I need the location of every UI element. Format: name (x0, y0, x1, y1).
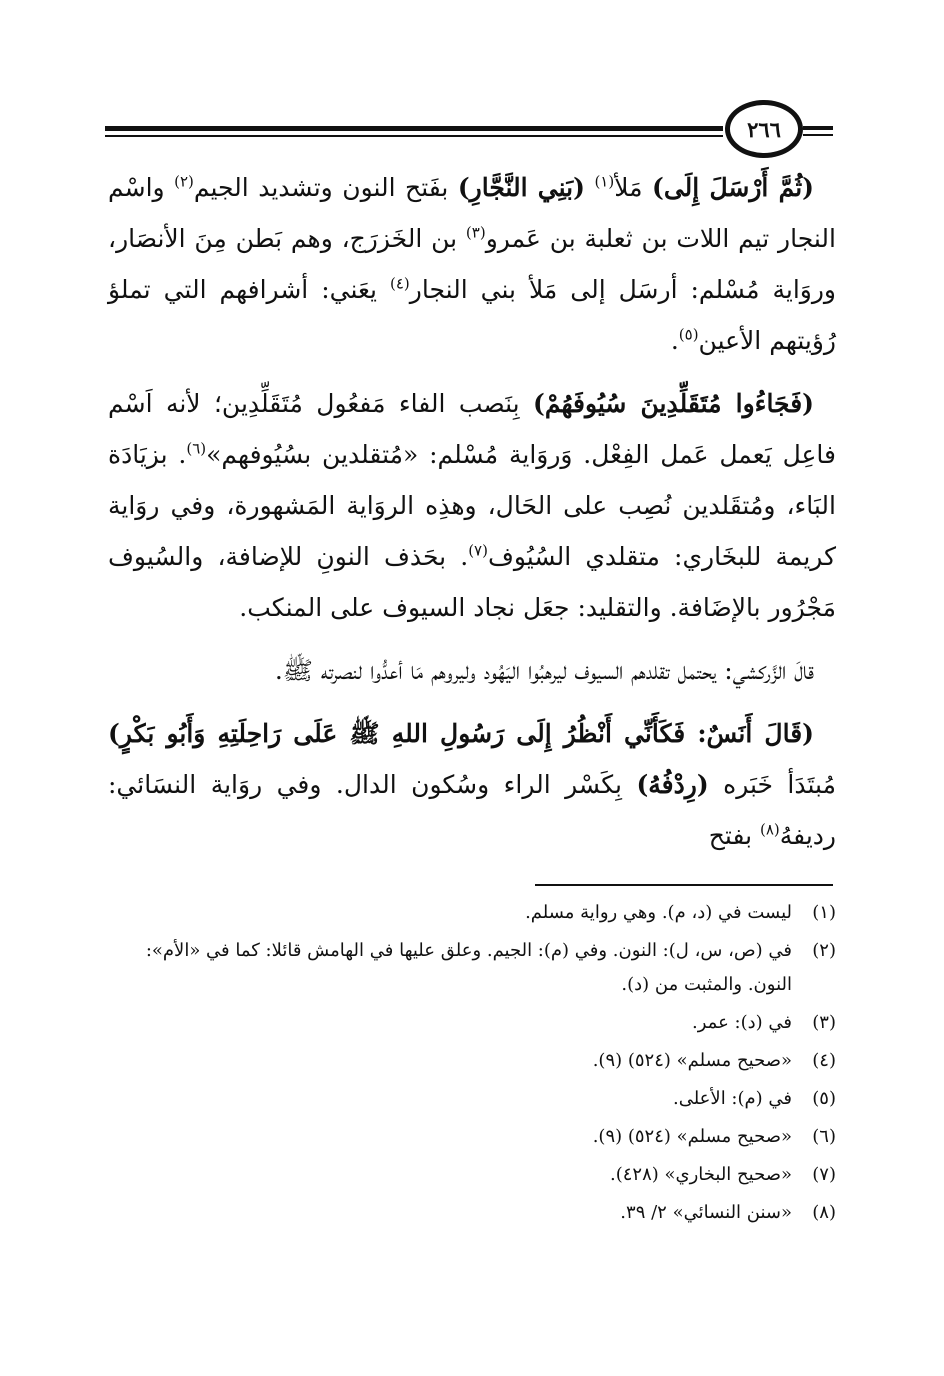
paragraph (108, 162, 836, 366)
footnote-text: في (ص، س، ل): النون. وفي (م): الجيم. وعلق عليها في الهامش قائلا: كما في «الأم»: النون. والمثبت من (د). (145, 940, 792, 995)
footnote-ref: (١) (594, 172, 615, 191)
footnote-ref: (٦) (186, 439, 207, 458)
paragraph (108, 708, 836, 861)
hadith-phrase: (قَالَ أَنَسٌ: فَكَأَنِّي أَنْظُرُ إِلَى رَسُولِ اللهِ ﷺ عَلَى رَاحِلَتِهِ وَأَبُو بَكْرٍ) (108, 719, 814, 748)
footnote-number: (٤) (812, 1050, 836, 1071)
footnote-text: في (د): عمر. (692, 1012, 792, 1033)
commentary-text: بِنَصب الفاء مَفعُول مُتَقَلِّدِين؛ لأنه اَسْم فاعِل يَعمل عَمل الفِعْل. وَروَاية مُسْلم: «مُتقلدين بسُيُوفهم» (108, 389, 837, 469)
footnote-text: «سنن النسائي» ٢/ ٣٩. (620, 1202, 792, 1223)
header-rule-right-thick (803, 126, 833, 130)
main-text (108, 162, 836, 873)
hadith-phrase: (فَجَاءُوا مُتَقَلِّدِينَ سُيُوفَهُمْ) (533, 389, 814, 418)
commentary-text: بفتح (708, 821, 760, 850)
footnote-ref: (٧) (468, 541, 488, 560)
footnote (108, 1158, 836, 1192)
footnote-ref: (٢) (174, 172, 194, 191)
footnote-text: ليست في (د، م). وهي رواية مسلم. (525, 902, 792, 923)
page-header (105, 100, 833, 160)
footnote-number: (٣) (812, 1012, 836, 1033)
page-number: ٢٦٦ (725, 100, 803, 158)
footnote-number: (١) (812, 902, 836, 923)
footnote-number: (٧) (812, 1164, 836, 1185)
paragraph (108, 378, 836, 633)
header-rule-thick (105, 126, 723, 131)
footnote-number: (٨) (812, 1202, 836, 1223)
footnote-text: «صحيح البخاري» (٤٢٨). (609, 1164, 792, 1185)
footnote-number: (٢) (812, 940, 836, 961)
footnote-text: في (م): الأعلى. (673, 1088, 792, 1109)
commentary-text: واسْم النجار تيم اللات بن ثعلبة بن عَمرو (108, 173, 836, 253)
footnote-text: «صحيح مسلم» (٥٢٤) (٩). (592, 1126, 792, 1147)
commentary-text: يعَني: أشرافهم التي تملؤ رُؤيتهم الأعين (108, 275, 836, 355)
footnote-ref: (٨) (760, 820, 780, 839)
footnote (108, 1082, 836, 1116)
commentary-text: قالَ الزَّركشي: يحتمل تقلدهم السيوف ليرهبُوا اليَهُود وليروهم مَا أعدُّوا لنصرته ﷺ. (274, 656, 814, 685)
hadith-phrase: (ثُمَّ أَرْسَلَ إِلَى) (652, 173, 814, 202)
footnote-ref: (٤) (389, 274, 410, 293)
footnotes (108, 896, 836, 1234)
commentary-text: مَلأ (614, 173, 652, 202)
commentary-text: بن الخَزرَج، وهم بَطن مِنَ الأنصَار، وروَاية مُسْلم: أرسَل إلى مَلأ بني النجار (108, 224, 836, 304)
header-rule-right-thin (803, 134, 833, 136)
footnote-number: (٦) (812, 1126, 836, 1147)
footnote-ref: (٥) (678, 325, 699, 344)
commentary-text: مُبتَدَأ خَبَره (708, 770, 836, 799)
commentary-text: بِكَسْر الراء وسُكون الدال. وفي روَاية النسَائي: رديفهُ (108, 770, 836, 850)
footnote (108, 1006, 836, 1040)
commentary-text: بفَتح النون وتشديد الجيم (193, 173, 458, 202)
commentary-text: . بحَذف النونِ للإضافة، والسُيوف مَجْرُور بالإضَافة. والتقليد: جعَل نجاد السيوف على المنكب. (108, 542, 836, 622)
footnote-number: (٥) (812, 1088, 836, 1109)
footnote-ref: (٣) (465, 223, 486, 242)
footnote (108, 896, 836, 930)
footnote-text: «صحيح مسلم» (٥٢٤) (٩). (592, 1050, 792, 1071)
hadith-phrase: (بَنِي النَّجَّارِ) (457, 173, 585, 202)
footnote-separator (535, 884, 833, 886)
commentary-text: . (670, 326, 679, 355)
commentary-text: . بزيَادَة البَاء، ومُتقَلدين نُصِب على الحَال، وهذِه الروَاية المَشهورة، وفي روَاية كريمة للبخَاري: متقلدي السُيُوف (108, 440, 836, 571)
footnote (108, 1196, 836, 1230)
hadith-phrase: (رِدْفُهُ) (636, 770, 709, 799)
footnote (108, 1120, 836, 1154)
header-rule-thin (105, 135, 723, 137)
footnote (108, 1044, 836, 1078)
footnote (108, 934, 836, 1002)
paragraph (108, 645, 836, 696)
